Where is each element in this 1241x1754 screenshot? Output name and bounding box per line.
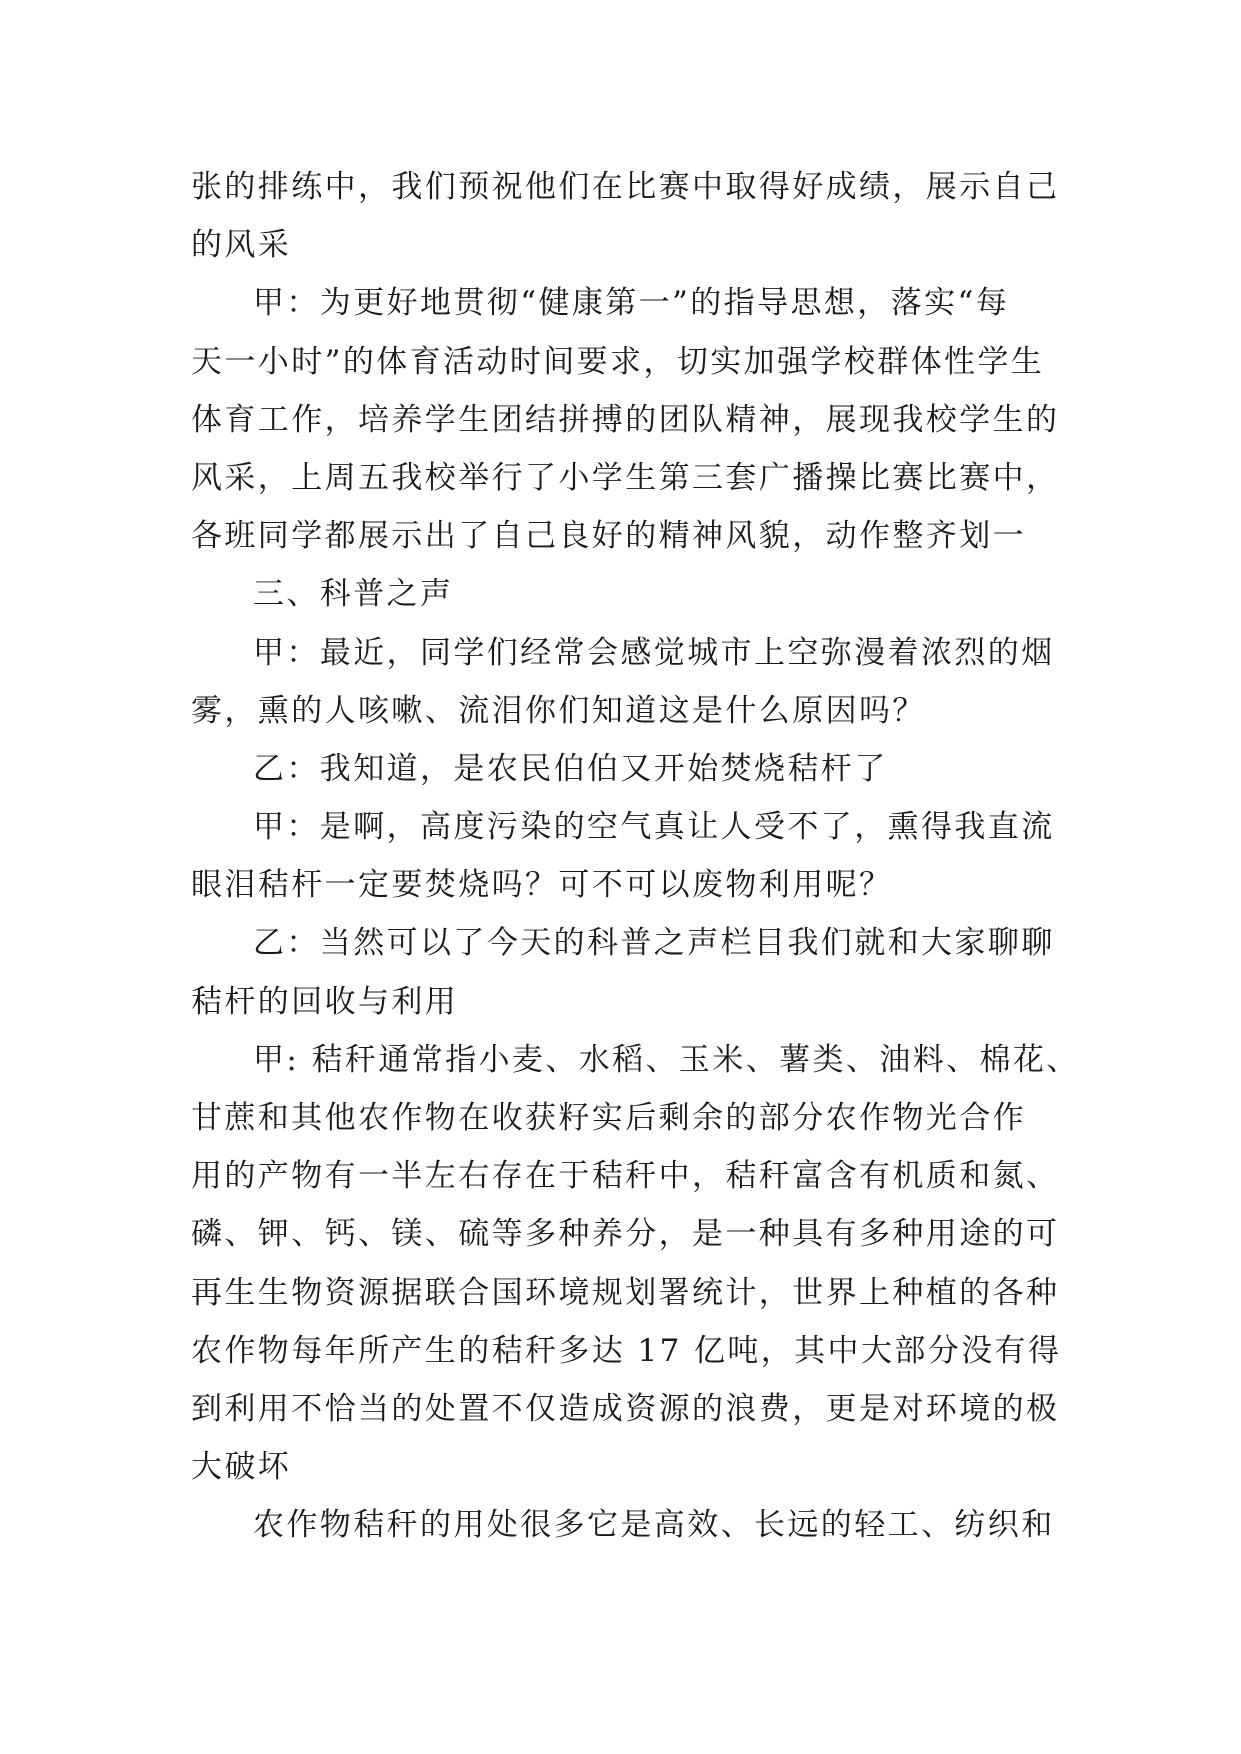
text-line: 农作物每年所产生的秸秆多达 17 亿吨，其中大部分没有得 [191, 1332, 1062, 1369]
document-body [191, 158, 1080, 1555]
text-line: 甘蔗和其他农作物在收获籽实后剩余的部分农作物光合作 [191, 1100, 1026, 1136]
text-line: 甲：是啊，高度污染的空气真让人受不了，熏得我直流 [253, 809, 1055, 846]
text-line: 乙：当然可以了今天的科普之声栏目我们就和大家聊聊 [253, 925, 1055, 962]
text-line: 再生生物资源据联合国环境规划署统计，世界上种植的各种 [191, 1274, 1060, 1311]
text-line: 乙：我知道，是农民伯伯又开始焚烧秸杆了 [253, 750, 888, 787]
text-line: 体育工作，培养学生团结拼搏的团队精神，展现我校学生的 [191, 401, 1060, 438]
text-line: 天一小时”的体育活动时间要求，切实加强学校群体性学生 [191, 343, 1045, 380]
text-line: 甲：为更好地贯彻“健康第一”的指导思想，落实“每 [253, 285, 1010, 322]
text-line: 用的产物有一半左右存在于秸秆中，秸秆富含有机质和氮、 [191, 1158, 1060, 1195]
text-line: 甲：最近，同学们经常会感觉城市上空弥漫着浓烈的烟 [253, 634, 1055, 671]
section-heading: 三、科普之声 [253, 576, 454, 613]
text-line: 大破坏 [191, 1449, 292, 1486]
text-line: 雾，熏的人咳嗽、流泪你们知道这是什么原因吗？ [191, 692, 926, 729]
text-line: 各班同学都展示出了自己良好的精神风貌，动作整齐划一 [191, 518, 1026, 555]
text-line: 张的排练中，我们预祝他们在比赛中取得好成绩，展示自己 [191, 169, 1060, 205]
text-line: 风采，上周五我校举行了小学生第三套广播操比赛比赛中， [191, 459, 1060, 496]
text-line: 磷、钾、钙、镁、硫等多种养分，是一种具有多种用途的可 [191, 1216, 1060, 1253]
text-line: 眼泪秸杆一定要焚烧吗？可不可以废物利用呢？ [191, 867, 893, 904]
text-line: 农作物秸秆的用处很多它是高效、长远的轻工、纺织和 [253, 1507, 1055, 1544]
text-line: 到利用不恰当的处置不仅造成资源的浪费，更是对环境的极 [191, 1390, 1060, 1427]
text-line: 的风采 [191, 227, 292, 264]
text-line: 甲: 秸秆通常指小麦、水稻、玉米、薯类、油料、棉花、 [253, 1041, 1080, 1078]
text-line: 秸杆的回收与利用 [191, 983, 459, 1020]
